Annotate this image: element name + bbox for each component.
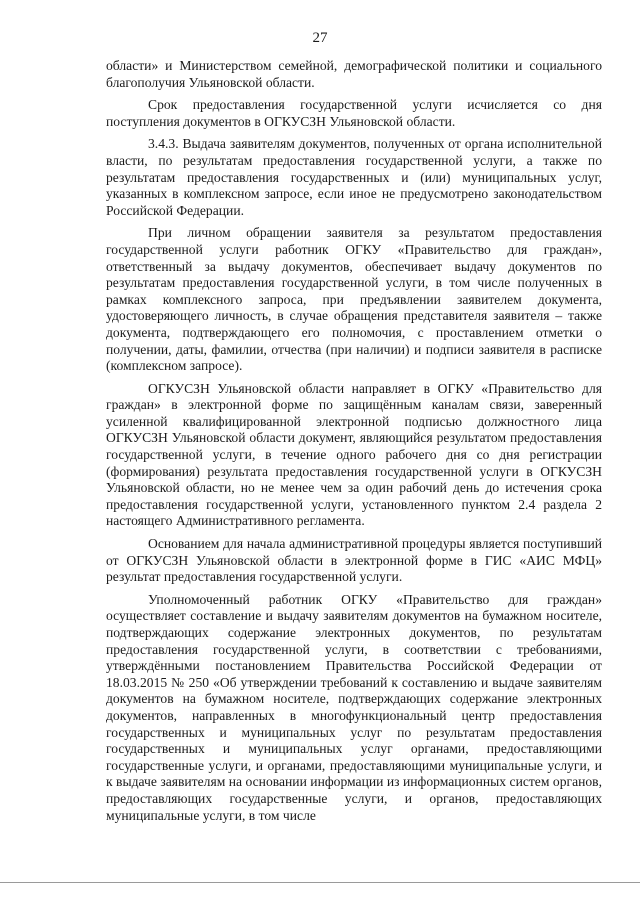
paragraph-electronic-transfer: ОГКУСЗН Ульяновской области направляет в ОГКУ «Правительство для граждан» в электронной форме по защищённым каналам связи, заверенный усиленной квалифицированной электронной подписью должностного лица ОГКУСЗН Ульяновской области документ, являющийся результатом предоставления государственной услуги, в течение одного рабочего дня со дня регистрации (формирования) результата предоставления государственной услуги в ОГКУСЗН Ульяновской области, но не менее чем за один рабочий день до истечения срока предоставления государственной услуги, установленного пунктом 2.4 раздела 2 настоящего Административного регламента. bbox=[106, 380, 602, 529]
page-bottom-rule bbox=[0, 882, 640, 883]
paragraph-continuation: области» и Министерством семейной, демографической политики и социального благополучия Ульяновской области. bbox=[106, 58, 602, 90]
paragraph-personal-request: При личном обращении заявителя за результатом предоставления государственной услуги работник ОГКУ «Правительство для граждан», ответственный за выдачу документов, обеспечивает выдачу документов по результатам предоставления государственной услуги, в том числе полученных в рамках комплексного запроса, при предъявлении заявителем документа, удостоверяющего личность, в случае обращения представителя заявителя – также документа, подтверждающего его полномочия, с проставлением отметки о получении, даты, фамилии, отчества (при наличии) и подписи заявителя в расписке (комплексном запросе). bbox=[106, 225, 602, 374]
paragraph-procedure-basis: Основанием для начала административной процедуры является поступивший от ОГКУСЗН Ульяновской области в электронной форме в ГИС «АИС МФЦ» результат предоставления государственной услуги. bbox=[106, 536, 602, 585]
page-number: 27 bbox=[312, 30, 328, 46]
document-body bbox=[106, 58, 602, 830]
paragraph-section-3-4-3: 3.4.3. Выдача заявителям документов, полученных от органа исполнительной власти, по результатам предоставления государственной услуги, а также по результатам предоставления государственных и (или) муниципальных услуг, указанных в комплексном запросе, если иное не предусмотрено законодательством Российской Федерации. bbox=[106, 136, 602, 218]
paragraph-service-term: Срок предоставления государственной услуги исчисляется со дня поступления документов в ОГКУСЗН Ульяновской области. bbox=[106, 97, 602, 129]
paragraph-authorized-worker: Уполномоченный работник ОГКУ «Правительство для граждан» осуществляет составление и выдачу заявителям документов на бумажном носителе, подтверждающих содержание электронных документов, по результатам предоставления государственной услуги, в соответствии с требованиями, утверждёнными постановлением Правительства Российской Федерации от 18.03.2015 № 250 «Об утверждении требований к составлению и выдаче заявителям документов на бумажном носителе, подтверждающих содержание электронных документов, направленных в многофункциональный центр предоставления государственных и муниципальных услуг по результатам предоставления государственных и муниципальных услуг органами, предоставляющими государственные услуги, и органами, предоставляющими муниципальные услуги, и к выдаче заявителям на основании информации из информационных систем органов, предоставляющих государственные услуги, и органов, предоставляющих муниципальные услуги, в том числе bbox=[106, 591, 602, 823]
